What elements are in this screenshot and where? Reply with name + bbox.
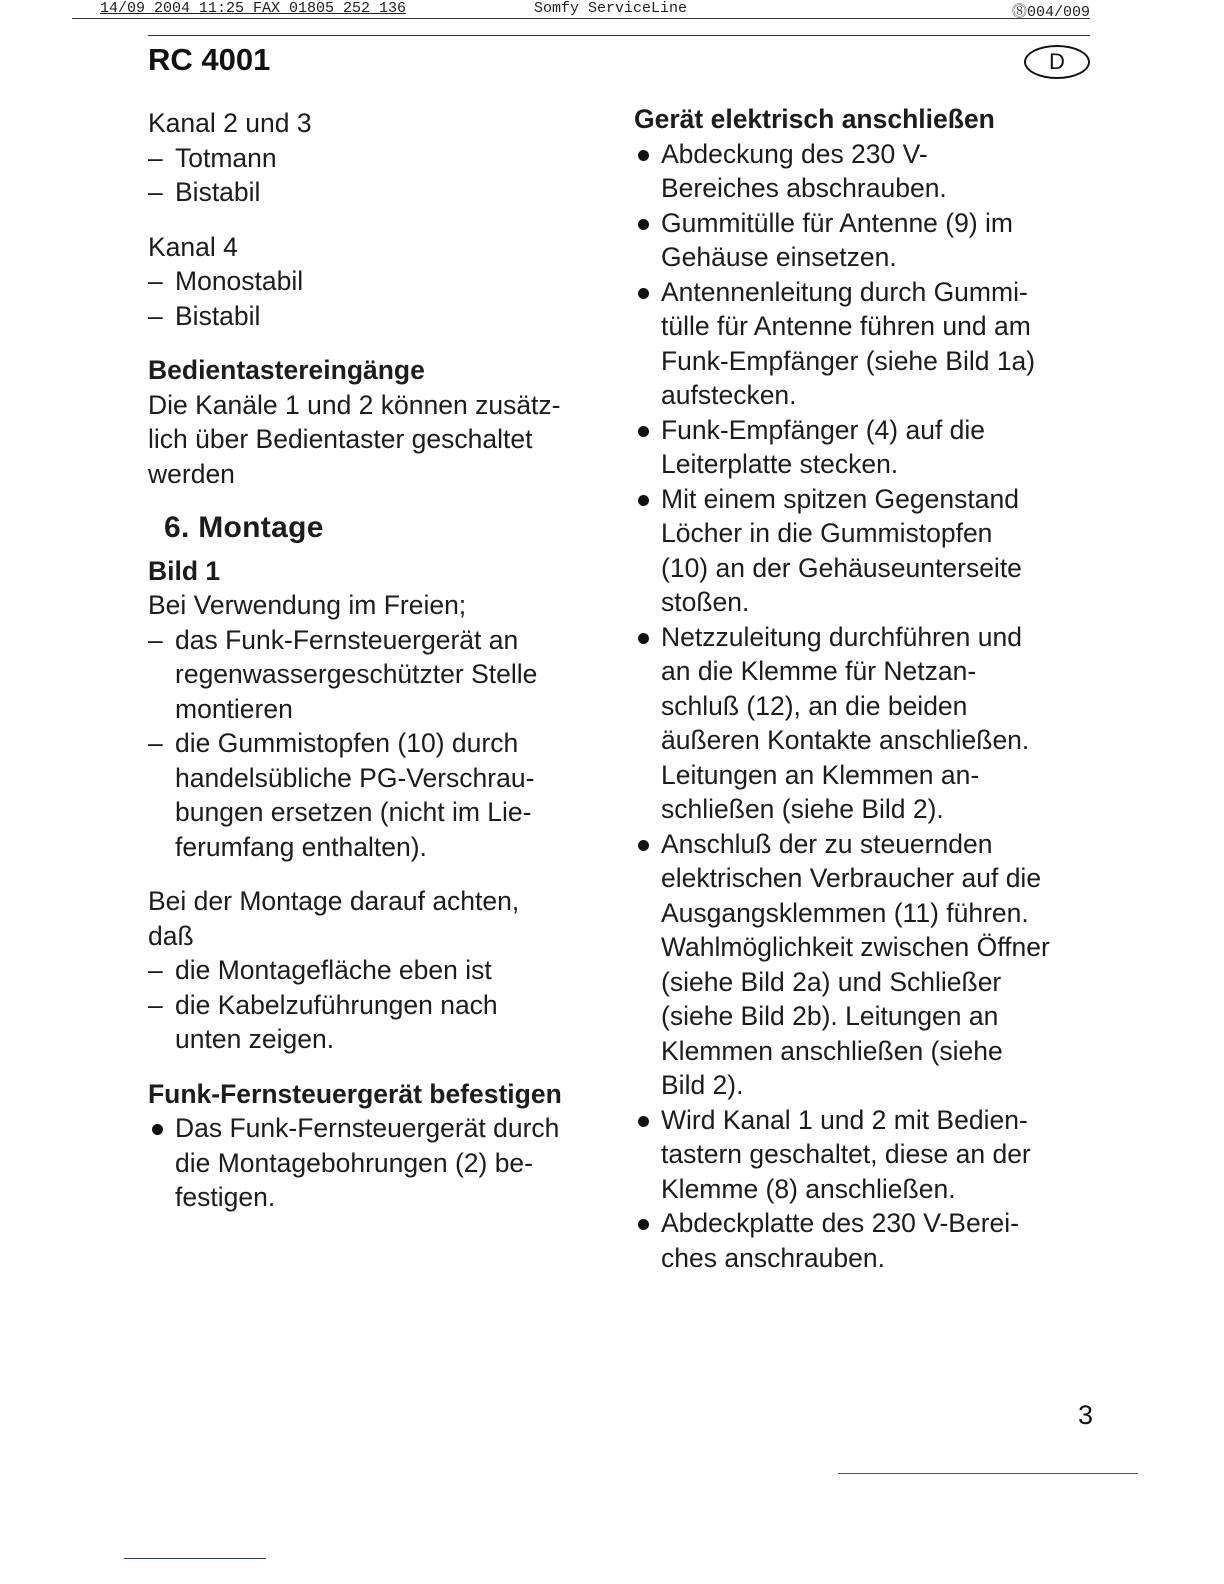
fax-header-service: Somfy ServiceLine xyxy=(534,0,688,17)
text-line: – die Gummistopfen (10) durch xyxy=(175,728,519,758)
list-item xyxy=(634,137,1104,206)
list-item xyxy=(148,1111,613,1215)
text-line: Löcher in die Gummistopfen xyxy=(661,518,993,548)
text-line: – das Funk-Fernsteuergerät an xyxy=(175,624,519,655)
text-line: werden xyxy=(148,458,235,489)
list-item: – Monostabil xyxy=(148,264,613,299)
text-line: festigen. xyxy=(175,1182,276,1212)
text-line: äußeren Kontakte anschließen. xyxy=(661,725,1030,755)
text-line: Netzzuleitung durchführen und xyxy=(661,621,1022,652)
left-column xyxy=(148,106,613,1235)
kanal-2-3-heading: Kanal 2 und 3 xyxy=(148,108,312,138)
text-line: (10) an der Gehäuseunterseite xyxy=(661,552,1022,583)
text-line: stoßen. xyxy=(661,587,750,617)
text-line: handelsübliche PG-Verschrau- xyxy=(175,762,535,793)
text-line: Anschluß der zu steuernden xyxy=(661,828,993,859)
text-line: Leitungen an Klemmen an- xyxy=(661,759,980,790)
section-title-montage: 6. Montage xyxy=(164,511,324,544)
bild-1-intro: Bei Verwendung im Freien; xyxy=(148,590,467,620)
fax-header-sender: 14/09 2004 11:25 FAX 01805 252 136 xyxy=(100,0,407,17)
fax-header xyxy=(100,0,1090,21)
kanal-4-block xyxy=(148,230,613,334)
list-item xyxy=(634,482,1104,620)
befestigen-heading: Funk-Fernsteuergerät befestigen xyxy=(148,1078,562,1109)
list-item xyxy=(148,988,613,1057)
text-line: Klemmen anschließen (siehe xyxy=(661,1035,1003,1066)
text-line: Die Kanäle 1 und 2 können zusätz- xyxy=(148,389,561,420)
text-line: tastern geschaltet, diese an der xyxy=(661,1139,1031,1169)
text-line: Mit einem spitzen Gegenstand xyxy=(661,483,1019,514)
text-line: Abdeckung des 230 V- xyxy=(661,138,928,169)
country-badge: D xyxy=(1024,45,1090,79)
text-line: Funk-Empfänger (4) auf die xyxy=(661,414,986,445)
text-line: regenwassergeschützter Stelle xyxy=(175,659,538,689)
text-line: ferumfang enthalten). xyxy=(175,831,427,862)
text-line: Das Funk-Fernsteuergerät durch xyxy=(175,1113,560,1143)
bedientaster-heading: Bedientastereingänge xyxy=(148,355,425,385)
list-item xyxy=(148,726,613,864)
right-column xyxy=(634,102,1104,1275)
bedientaster-block xyxy=(148,353,613,491)
text-line: Bei der Montage darauf achten, xyxy=(148,886,520,916)
text-line: aufstecken. xyxy=(661,380,797,410)
bild-1-block xyxy=(148,554,613,865)
text-line: lich über Bedientaster geschaltet xyxy=(148,424,533,454)
text-line: Ausgangsklemmen (11) führen. xyxy=(661,897,1029,928)
text-line: Abdeckplatte des 230 V-Berei- xyxy=(661,1208,1019,1238)
text-line: Klemme (8) anschließen. xyxy=(661,1173,956,1204)
kanal-2-3-block xyxy=(148,106,613,210)
footer-mark xyxy=(124,1558,266,1559)
text-line: die Montagebohrungen (2) be- xyxy=(175,1147,533,1178)
text-line: Leiterplatte stecken. xyxy=(661,449,899,479)
text-line: Gummitülle für Antenne (9) im xyxy=(661,207,1013,238)
list-item xyxy=(634,620,1104,827)
list-item xyxy=(634,275,1104,413)
text-line: Wahlmöglichkeit zwischen Öffner xyxy=(661,932,1050,962)
list-item: – Bistabil xyxy=(148,175,613,210)
befestigen-block xyxy=(148,1077,613,1215)
text-line: daß xyxy=(148,920,194,951)
text-line: bungen ersetzen (nicht im Lie- xyxy=(175,797,532,827)
text-line: tülle für Antenne führen und am xyxy=(661,311,1031,341)
list-item xyxy=(634,206,1104,275)
text-line: Wird Kanal 1 und 2 mit Bedien- xyxy=(661,1104,1028,1135)
text-line: schließen (siehe Bild 2). xyxy=(661,794,944,824)
text-line: ches anschrauben. xyxy=(661,1242,885,1273)
list-item: – Totmann xyxy=(148,141,613,176)
list-item xyxy=(634,1206,1104,1275)
montage-hinweis-block xyxy=(148,884,613,1057)
text-line: montieren xyxy=(175,693,293,724)
text-line: schluß (12), an die beiden xyxy=(661,690,968,721)
header-rule xyxy=(148,35,1090,36)
list-item xyxy=(634,413,1104,482)
kanal-4-heading: Kanal 4 xyxy=(148,231,238,262)
list-item: – Bistabil xyxy=(148,299,613,334)
text-line: Antennenleitung durch Gummi- xyxy=(661,276,1028,307)
list-item xyxy=(148,953,613,988)
text-line: – die Montagefläche eben ist xyxy=(175,955,492,985)
bild-1-heading: Bild 1 xyxy=(148,555,221,586)
text-line: Bild 2). xyxy=(661,1070,744,1100)
fax-header-page-count: ⓼004/009 xyxy=(1011,4,1090,21)
text-line: elektrischen Verbraucher auf die xyxy=(661,863,1042,893)
footer-rule xyxy=(838,1473,1138,1474)
text-line: Funk-Empfänger (siehe Bild 1a) xyxy=(661,345,1036,376)
anschliessen-heading: Gerät elektrisch anschließen xyxy=(634,104,995,134)
text-line: unten zeigen. xyxy=(175,1024,335,1054)
text-line: an die Klemme für Netzan- xyxy=(661,656,977,686)
list-item xyxy=(634,1103,1104,1207)
fax-header-rule xyxy=(72,18,1090,19)
model-title: RC 4001 xyxy=(148,42,271,77)
text-line: Gehäuse einsetzen. xyxy=(661,242,897,272)
list-item xyxy=(634,827,1104,1103)
text-line: – die Kabelzuführungen nach xyxy=(175,989,498,1020)
text-line: (siehe Bild 2a) und Schließer xyxy=(661,966,1002,997)
page-number: 3 xyxy=(1078,1400,1094,1430)
list-item xyxy=(148,623,613,727)
text-line: (siehe Bild 2b). Leitungen an xyxy=(661,1001,999,1031)
text-line: Bereiches abschrauben. xyxy=(661,173,947,203)
